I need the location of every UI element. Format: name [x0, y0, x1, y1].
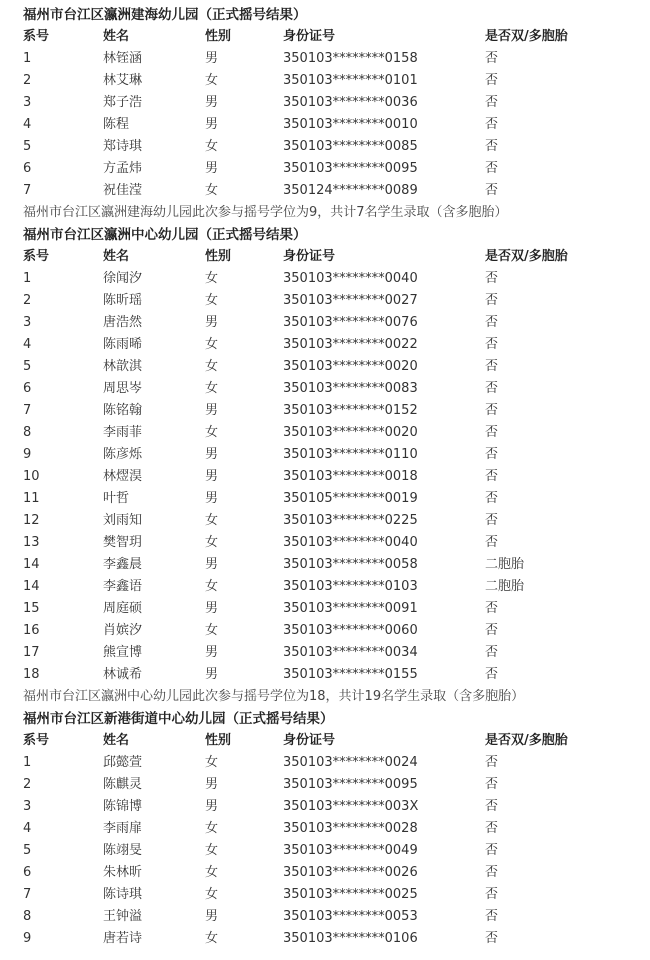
gender: 女	[205, 73, 219, 88]
multiple-birth-status: 否	[485, 645, 499, 660]
multiple-birth-status: 否	[485, 117, 499, 132]
table-row	[23, 906, 623, 928]
table-row	[23, 554, 623, 576]
id-number: 350103********0152	[283, 403, 418, 418]
column-header-multi: 是否双/多胞胎	[485, 29, 568, 44]
id-number: 350103********0106	[283, 931, 418, 946]
multiple-birth-status: 否	[485, 293, 499, 308]
multiple-birth-status: 否	[485, 513, 499, 528]
section-summary-note: 福州市台江区瀛洲中心幼儿园此次参与摇号学位为18，共计19名学生录取（含多胞胎）	[23, 689, 525, 704]
gender: 男	[205, 403, 219, 418]
id-number: 350103********0053	[283, 909, 418, 924]
table-row	[23, 400, 623, 422]
id-number: 350103********0225	[283, 513, 418, 528]
student-name: 陈程	[103, 117, 130, 132]
multiple-birth-status: 否	[485, 139, 499, 154]
row-number: 5	[23, 843, 32, 858]
student-name: 李雨菲	[103, 425, 143, 440]
student-name: 唐浩然	[103, 315, 143, 330]
id-number: 350103********0020	[283, 425, 418, 440]
gender: 女	[205, 513, 219, 528]
row-number: 6	[23, 161, 32, 176]
multiple-birth-status: 否	[485, 447, 499, 462]
student-name: 陈诗琪	[103, 887, 143, 902]
table-row	[23, 466, 623, 488]
multiple-birth-status: 否	[485, 909, 499, 924]
gender: 女	[205, 821, 219, 836]
gender: 男	[205, 315, 219, 330]
table-row	[23, 818, 623, 840]
table-row	[23, 312, 623, 334]
table-row	[23, 158, 623, 180]
table-row	[23, 862, 623, 884]
id-number: 350103********0034	[283, 645, 418, 660]
table-row	[23, 444, 623, 466]
gender: 女	[205, 579, 219, 594]
row-number: 5	[23, 139, 32, 154]
gender: 男	[205, 161, 219, 176]
student-name: 李鑫语	[103, 579, 143, 594]
multiple-birth-status: 否	[485, 51, 499, 66]
gender: 男	[205, 667, 219, 682]
row-number: 9	[23, 931, 32, 946]
table-row	[23, 532, 623, 554]
student-name: 陈昕瑶	[103, 293, 143, 308]
student-name: 陈彦烁	[103, 447, 143, 462]
student-name: 祝佳滢	[103, 183, 143, 198]
id-number: 350103********0027	[283, 293, 418, 308]
multiple-birth-status: 否	[485, 403, 499, 418]
id-number: 350103********0026	[283, 865, 418, 880]
multiple-birth-status: 否	[485, 755, 499, 770]
multiple-birth-status: 否	[485, 799, 499, 814]
table-row	[23, 928, 623, 950]
gender: 男	[205, 645, 219, 660]
multiple-birth-status: 否	[485, 73, 499, 88]
student-name: 郑子浩	[103, 95, 143, 110]
row-number: 15	[23, 601, 40, 616]
table-row	[23, 796, 623, 818]
id-number: 350103********0076	[283, 315, 418, 330]
multiple-birth-status: 否	[485, 535, 499, 550]
student-name: 刘雨知	[103, 513, 143, 528]
id-number: 350103********0020	[283, 359, 418, 374]
id-number: 350103********0110	[283, 447, 418, 462]
row-number: 7	[23, 403, 32, 418]
student-name: 邱懿萱	[103, 755, 143, 770]
id-number: 350103********0024	[283, 755, 418, 770]
table-row	[23, 422, 623, 444]
id-number: 350103********0058	[283, 557, 418, 572]
gender: 男	[205, 909, 219, 924]
gender: 男	[205, 557, 219, 572]
id-number: 350124********0089	[283, 183, 418, 198]
table-header-row	[23, 26, 623, 48]
multiple-birth-status: 否	[485, 821, 499, 836]
student-name: 林歆淇	[103, 359, 143, 374]
id-number: 350103********0060	[283, 623, 418, 638]
table-row	[23, 642, 623, 664]
row-number: 2	[23, 73, 32, 88]
student-name: 朱林昕	[103, 865, 143, 880]
multiple-birth-status: 否	[485, 381, 499, 396]
multiple-birth-status: 二胞胎	[485, 557, 525, 572]
table-row	[23, 48, 623, 70]
gender: 男	[205, 469, 219, 484]
table-header-row	[23, 246, 623, 268]
table-row	[23, 774, 623, 796]
row-number: 12	[23, 513, 40, 528]
multiple-birth-status: 否	[485, 425, 499, 440]
document	[0, 4, 650, 950]
row-number: 11	[23, 491, 40, 506]
gender: 男	[205, 799, 219, 814]
column-header-gender: 性别	[205, 733, 232, 748]
row-number: 7	[23, 887, 32, 902]
student-name: 樊智玥	[103, 535, 143, 550]
id-number: 350103********0028	[283, 821, 418, 836]
id-number: 350103********0095	[283, 161, 418, 176]
id-number: 350103********0091	[283, 601, 418, 616]
section-title: 福州市台江区瀛洲中心幼儿园（正式摇号结果）	[23, 227, 307, 243]
table-row	[23, 378, 623, 400]
row-number: 3	[23, 799, 32, 814]
multiple-birth-status: 二胞胎	[485, 579, 525, 594]
multiple-birth-status: 否	[485, 271, 499, 286]
id-number: 350103********0040	[283, 271, 418, 286]
column-header-no: 系号	[23, 249, 50, 264]
row-number: 2	[23, 777, 32, 792]
student-name: 郑诗琪	[103, 139, 143, 154]
gender: 男	[205, 51, 219, 66]
student-name: 陈麒灵	[103, 777, 143, 792]
row-number: 6	[23, 865, 32, 880]
gender: 女	[205, 931, 219, 946]
gender: 男	[205, 491, 219, 506]
student-name: 周庭硕	[103, 601, 143, 616]
table-row	[23, 664, 623, 686]
id-number: 350103********0018	[283, 469, 418, 484]
gender: 女	[205, 139, 219, 154]
gender: 女	[205, 381, 219, 396]
gender: 男	[205, 95, 219, 110]
row-number: 4	[23, 821, 32, 836]
student-name: 李雨扉	[103, 821, 143, 836]
table-row	[23, 884, 623, 906]
lottery-results-table	[23, 26, 623, 202]
row-number: 18	[23, 667, 40, 682]
table-row	[23, 510, 623, 532]
multiple-birth-status: 否	[485, 777, 499, 792]
multiple-birth-status: 否	[485, 95, 499, 110]
student-name: 陈雨晞	[103, 337, 143, 352]
student-name: 熊宣博	[103, 645, 143, 660]
row-number: 10	[23, 469, 40, 484]
multiple-birth-status: 否	[485, 491, 499, 506]
multiple-birth-status: 否	[485, 623, 499, 638]
student-name: 林艾琳	[103, 73, 143, 88]
id-number: 350103********0040	[283, 535, 418, 550]
row-number: 1	[23, 51, 32, 66]
multiple-birth-status: 否	[485, 337, 499, 352]
student-name: 陈翊旻	[103, 843, 143, 858]
row-number: 6	[23, 381, 32, 396]
id-number: 350103********0049	[283, 843, 418, 858]
student-name: 林熤淏	[103, 469, 143, 484]
id-number: 350103********0103	[283, 579, 418, 594]
row-number: 13	[23, 535, 40, 550]
table-row	[23, 290, 623, 312]
id-number: 350103********0025	[283, 887, 418, 902]
id-number: 350103********0095	[283, 777, 418, 792]
student-name: 肖嫔汐	[103, 623, 143, 638]
multiple-birth-status: 否	[485, 865, 499, 880]
row-number: 4	[23, 117, 32, 132]
table-row	[23, 334, 623, 356]
table-row	[23, 840, 623, 862]
student-name: 徐闻汐	[103, 271, 143, 286]
multiple-birth-status: 否	[485, 887, 499, 902]
row-number: 1	[23, 271, 32, 286]
gender: 女	[205, 271, 219, 286]
table-row	[23, 70, 623, 92]
column-header-id: 身份证号	[283, 249, 336, 264]
column-header-name: 姓名	[103, 29, 130, 44]
multiple-birth-status: 否	[485, 315, 499, 330]
row-number: 14	[23, 557, 40, 572]
id-number: 350103********0022	[283, 337, 418, 352]
student-name: 周思岑	[103, 381, 143, 396]
gender: 女	[205, 337, 219, 352]
table-row	[23, 180, 623, 202]
student-name: 林铚涵	[103, 51, 143, 66]
row-number: 17	[23, 645, 40, 660]
id-number: 350103********0101	[283, 73, 418, 88]
row-number: 1	[23, 755, 32, 770]
multiple-birth-status: 否	[485, 843, 499, 858]
row-number: 9	[23, 447, 32, 462]
multiple-birth-status: 否	[485, 359, 499, 374]
table-row	[23, 356, 623, 378]
row-number: 16	[23, 623, 40, 638]
id-number: 350103********003X	[283, 799, 419, 814]
multiple-birth-status: 否	[485, 469, 499, 484]
lottery-results-table	[23, 730, 623, 950]
multiple-birth-status: 否	[485, 183, 499, 198]
column-header-no: 系号	[23, 733, 50, 748]
gender: 女	[205, 843, 219, 858]
row-number: 14	[23, 579, 40, 594]
table-row	[23, 598, 623, 620]
column-header-name: 姓名	[103, 249, 130, 264]
row-number: 4	[23, 337, 32, 352]
student-name: 陈铭翰	[103, 403, 143, 418]
row-number: 2	[23, 293, 32, 308]
row-number: 8	[23, 909, 32, 924]
id-number: 350103********0085	[283, 139, 418, 154]
column-header-multi: 是否双/多胞胎	[485, 733, 568, 748]
table-row	[23, 136, 623, 158]
row-number: 5	[23, 359, 32, 374]
student-name: 王钟溢	[103, 909, 143, 924]
row-number: 7	[23, 183, 32, 198]
student-name: 唐若诗	[103, 931, 143, 946]
gender: 女	[205, 359, 219, 374]
id-number: 350103********0010	[283, 117, 418, 132]
table-row	[23, 620, 623, 642]
table-row	[23, 92, 623, 114]
gender: 女	[205, 755, 219, 770]
column-header-name: 姓名	[103, 733, 130, 748]
row-number: 3	[23, 95, 32, 110]
gender: 男	[205, 447, 219, 462]
gender: 女	[205, 535, 219, 550]
student-name: 叶哲	[103, 491, 130, 506]
gender: 女	[205, 623, 219, 638]
multiple-birth-status: 否	[485, 601, 499, 616]
column-header-id: 身份证号	[283, 29, 336, 44]
id-number: 350103********0036	[283, 95, 418, 110]
gender: 男	[205, 777, 219, 792]
column-header-id: 身份证号	[283, 733, 336, 748]
id-number: 350103********0155	[283, 667, 418, 682]
row-number: 3	[23, 315, 32, 330]
column-header-gender: 性别	[205, 29, 232, 44]
section-title: 福州市台江区新港街道中心幼儿园（正式摇号结果）	[23, 711, 334, 727]
id-number: 350103********0158	[283, 51, 418, 66]
gender: 女	[205, 865, 219, 880]
table-row	[23, 114, 623, 136]
table-row	[23, 752, 623, 774]
table-row	[23, 268, 623, 290]
column-header-no: 系号	[23, 29, 50, 44]
student-name: 方孟炜	[103, 161, 143, 176]
gender: 女	[205, 887, 219, 902]
student-name: 林诚希	[103, 667, 143, 682]
student-name: 李鑫晨	[103, 557, 143, 572]
lottery-results-table	[23, 246, 623, 686]
section-title: 福州市台江区瀛洲建海幼儿园（正式摇号结果）	[23, 7, 307, 23]
table-row	[23, 488, 623, 510]
multiple-birth-status: 否	[485, 667, 499, 682]
column-header-gender: 性别	[205, 249, 232, 264]
gender: 男	[205, 601, 219, 616]
section-summary-note: 福州市台江区瀛洲建海幼儿园此次参与摇号学位为9，共计7名学生录取（含多胞胎）	[23, 205, 508, 220]
gender: 男	[205, 117, 219, 132]
student-name: 陈锦博	[103, 799, 143, 814]
id-number: 350103********0083	[283, 381, 418, 396]
row-number: 8	[23, 425, 32, 440]
multiple-birth-status: 否	[485, 161, 499, 176]
multiple-birth-status: 否	[485, 931, 499, 946]
gender: 女	[205, 293, 219, 308]
column-header-multi: 是否双/多胞胎	[485, 249, 568, 264]
table-row	[23, 576, 623, 598]
id-number: 350105********0019	[283, 491, 418, 506]
gender: 女	[205, 183, 219, 198]
gender: 女	[205, 425, 219, 440]
table-header-row	[23, 730, 623, 752]
